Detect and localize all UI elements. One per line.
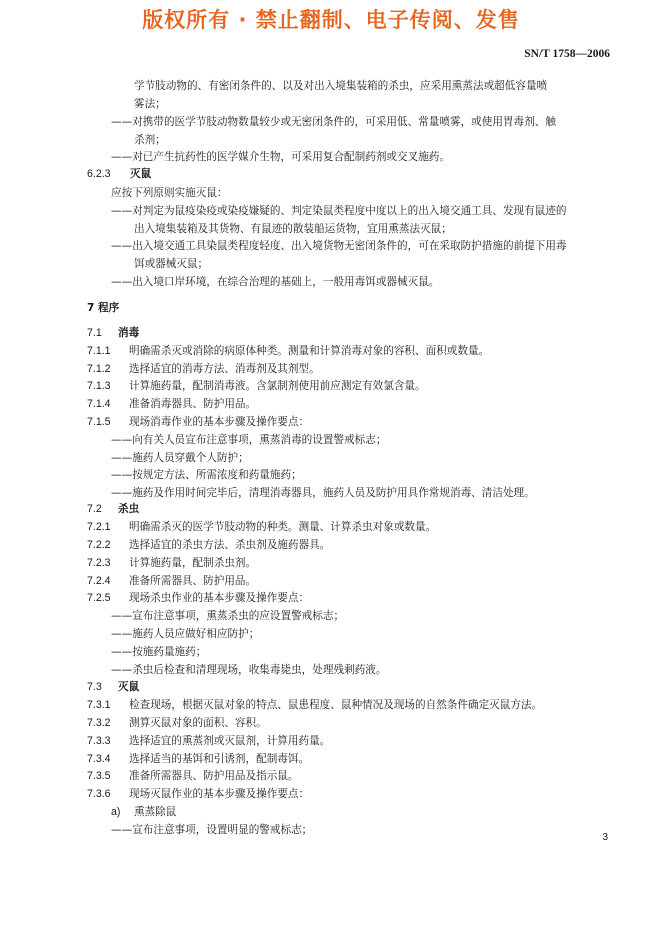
clause [87, 520, 436, 534]
section-number: 7.1 [87, 327, 102, 339]
clause-text: 检查现场，根据灭鼠对象的特点、鼠患程度、鼠种情况及现场的自然条件确定灭鼠方法。 [129, 699, 543, 711]
text-line: ——对已产生抗药性的医学媒介生物，可采用复合配制药剂或交叉施药。 [111, 151, 450, 163]
clause-number: 7.1.1 [87, 345, 111, 357]
clause-text: 计算施药量，配制消毒液。含氯制剂使用前应测定有效氯含量。 [129, 380, 426, 392]
clause [87, 591, 309, 605]
clause [87, 397, 256, 411]
clause-number: 7.3.4 [87, 753, 111, 765]
section-heading [87, 326, 139, 340]
clause-text: 准备所需器具、防护用品及指示鼠。 [129, 770, 299, 782]
clause-number: 7.3.3 [87, 735, 111, 747]
clause [87, 379, 426, 393]
clause-text: 选择适宜的杀虫方法、杀虫剂及施药器具。 [129, 539, 331, 551]
text-line: ——向有关人员宣布注意事项，熏蒸消毒的设置警戒标志； [111, 434, 387, 446]
clause-number: 7.3.1 [87, 699, 111, 711]
text-line: ——对判定为鼠疫染疫或染疫嫌疑的、判定染鼠类程度中度以上的出入境交通工具、发现有鼠迹的 [111, 205, 567, 217]
clause-number: 7.2.4 [87, 575, 111, 587]
text-line: ——按规定方法、所需浓度和药量施药； [111, 469, 302, 481]
clause [87, 344, 489, 358]
clause-number: 7.2.5 [87, 592, 111, 604]
clause-number: 7.1.4 [87, 398, 111, 410]
clause [87, 362, 320, 376]
text-line: ——施药人员穿戴个人防护； [111, 452, 249, 464]
text-line: ——施药人员应做好相应防护； [111, 628, 260, 640]
text-line: ——对携带的医学节肢动物数量较少或无密闭条件的，可采用低、常量喷雾，或使用胃毒剂、触 [111, 116, 556, 128]
clause [87, 698, 542, 712]
clause [87, 415, 309, 429]
text-line: 杀剂； [134, 134, 166, 146]
text-line: ——施药及作用时间完毕后，清理消毒器具，施药人员及防护用具作常规消毒、清洁处理。 [111, 487, 535, 499]
text-line: ——宣布注意事项，熏蒸杀虫的应设置警戒标志； [111, 610, 345, 622]
text-line: ——宣布注意事项，设置明显的警戒标志； [111, 824, 313, 836]
clause-number: 7.1.5 [87, 416, 111, 428]
clause-number: 7.3.5 [87, 770, 111, 782]
section-number: 7.2 [87, 503, 102, 515]
clause [87, 734, 330, 748]
clause-number: 7.2.3 [87, 557, 111, 569]
page-number: 3 [602, 832, 608, 843]
clause-text: 选择适宜的熏蒸剂或灭鼠剂，计算用药量。 [129, 735, 331, 747]
clause [87, 538, 330, 552]
clause-text: 准备所需器具、防护用品。 [129, 575, 257, 587]
section-number: 6.2.3 [87, 168, 111, 180]
clause-text: 现场杀虫作业的基本步骤及操作要点： [129, 592, 310, 604]
text-line: ——按施药量施药； [111, 646, 207, 658]
section-heading [87, 167, 151, 181]
list-marker: a) [111, 806, 121, 818]
text-line: ——杀虫后检查和清理现场，收集毒毙虫，处理残剩药液。 [111, 664, 387, 676]
section-heading [87, 680, 139, 694]
clause [87, 787, 309, 801]
clause [87, 769, 299, 783]
text-line: 雾法； [134, 98, 166, 110]
clause-number: 7.1.2 [87, 363, 111, 375]
clause [87, 716, 267, 730]
list-item-text: 熏蒸除鼠 [134, 806, 177, 818]
text-line: 出入境集装箱及其货物、有鼠迹的散装船运货物，宜用熏蒸法灭鼠； [134, 223, 452, 235]
text-line: 饵或器械灭鼠； [134, 258, 209, 270]
section-heading [87, 502, 139, 516]
clause-text: 明确需杀灭的医学节肢动物的种类。测量、计算杀虫对象或数量。 [129, 521, 437, 533]
copyright-watermark: 版权所有 · 禁止翻制、电子传阅、发售 [142, 8, 520, 32]
clause [87, 556, 256, 570]
section-number: 7.3 [87, 681, 102, 693]
chapter-heading: 7 程序 [87, 302, 120, 314]
list-item [111, 805, 176, 819]
text-line: 应按下列原则实施灭鼠： [111, 187, 228, 199]
section-title: 灭鼠 [118, 681, 140, 693]
section-title: 灭鼠 [130, 168, 152, 180]
section-title: 消毒 [118, 327, 140, 339]
clause-text: 选择适当的基饵和引诱剂，配制毒饵。 [129, 753, 310, 765]
clause-text: 现场消毒作业的基本步骤及操作要点： [129, 416, 310, 428]
clause-text: 选择适宜的消毒方法、消毒剂及其剂型。 [129, 363, 320, 375]
clause-number: 7.1.3 [87, 380, 111, 392]
clause-text: 计算施药量，配制杀虫剂。 [129, 557, 257, 569]
clause [87, 752, 309, 766]
clause-text: 测算灭鼠对象的面积、容积。 [129, 717, 267, 729]
text-line: ——出入境口岸环境，在综合治理的基础上，一般用毒饵或器械灭鼠。 [111, 276, 440, 288]
clause [87, 574, 256, 588]
clause-number: 7.2.2 [87, 539, 111, 551]
text-line: 学节肢动物的、有密闭条件的、以及对出入境集装箱的杀虫，应采用熏蒸法或超低容量喷 [134, 80, 548, 92]
clause-number: 7.3.2 [87, 717, 111, 729]
clause-text: 明确需杀灭或消除的病原体种类。测量和计算消毒对象的容积、面积或数量。 [129, 345, 490, 357]
standard-number: SN/T 1758—2006 [524, 48, 610, 60]
clause-number: 7.3.6 [87, 788, 111, 800]
text-line: ——出入境交通工具染鼠类程度轻度、出入境货物无密闭条件的，可在采取防护措施的前提下用毒 [111, 240, 567, 252]
clause-text: 现场灭鼠作业的基本步骤及操作要点： [129, 788, 310, 800]
clause-text: 准备消毒器具、防护用品。 [129, 398, 257, 410]
clause-number: 7.2.1 [87, 521, 111, 533]
section-title: 杀虫 [118, 503, 140, 515]
